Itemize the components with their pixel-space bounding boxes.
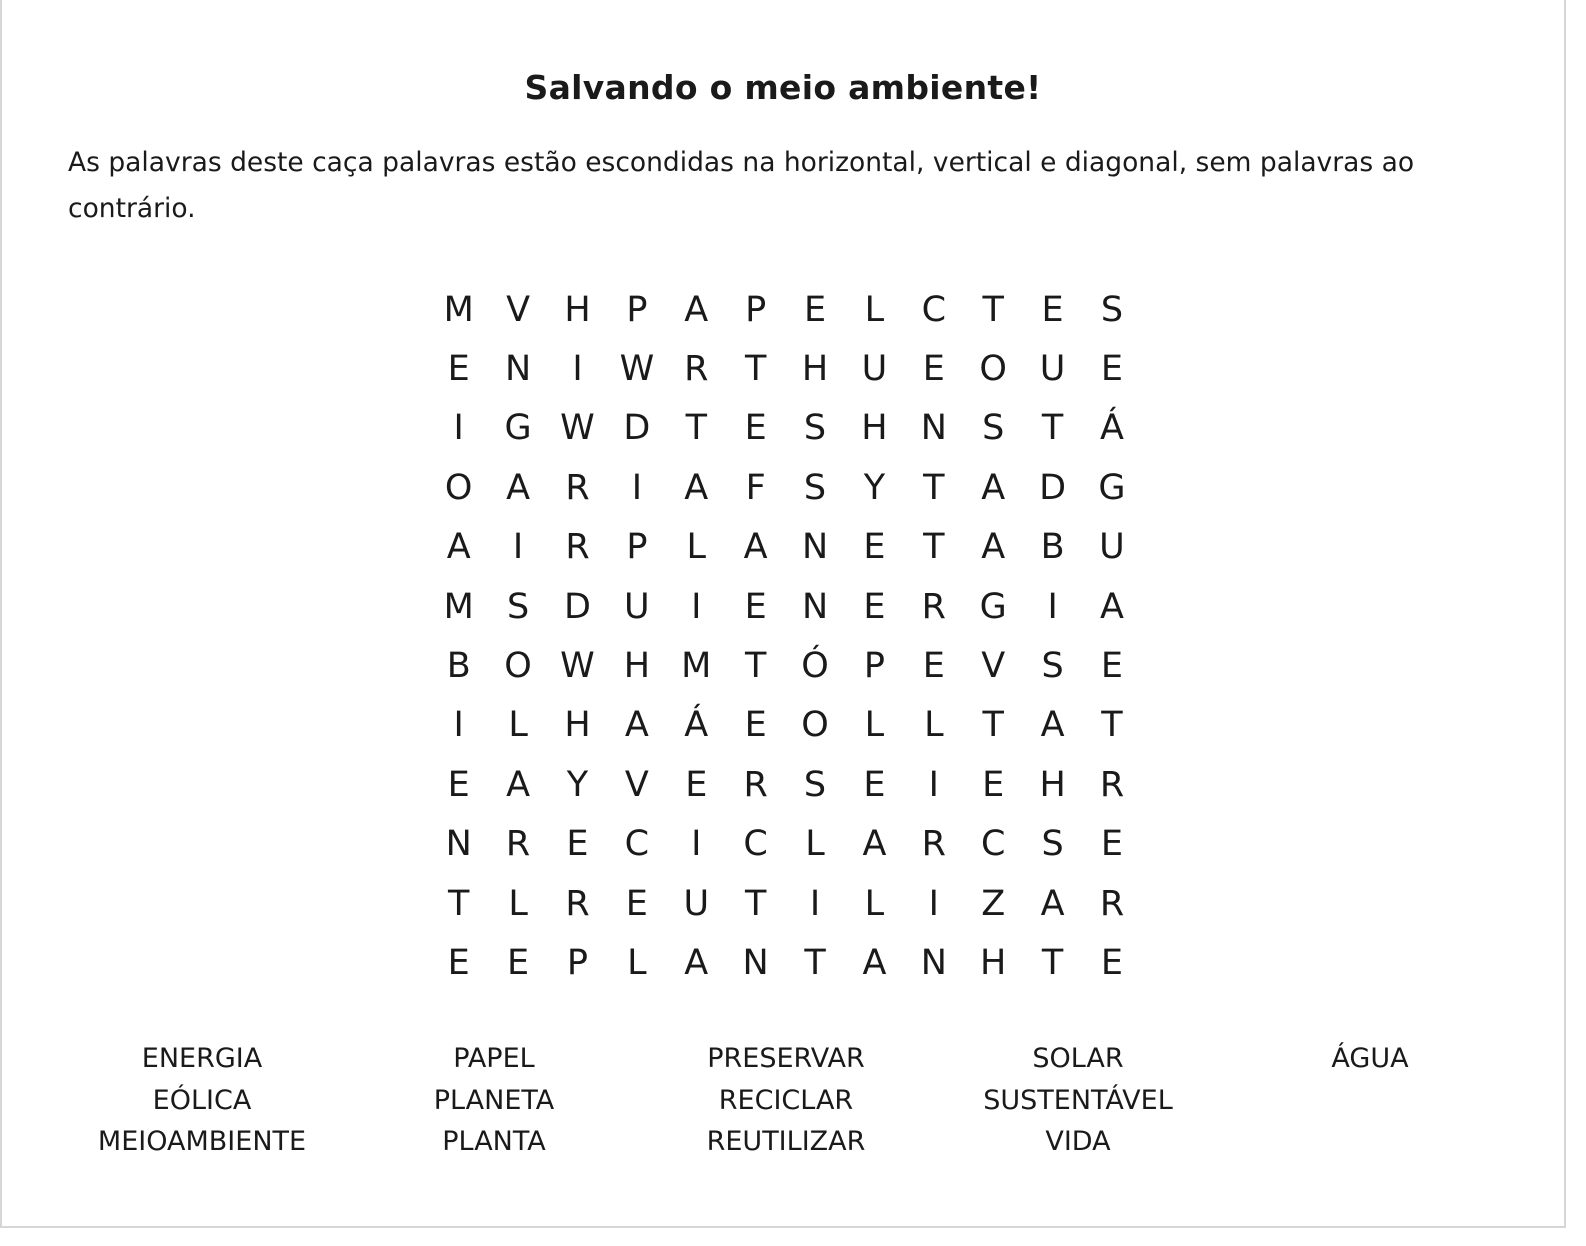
word-list-item: SOLAR <box>1032 1043 1124 1074</box>
grid-cell[interactable]: L <box>864 289 885 330</box>
word-list-item: SUSTENTÁVEL <box>983 1084 1173 1116</box>
word-list-column <box>640 1038 932 1163</box>
grid-cell[interactable]: T <box>744 646 767 687</box>
grid-cell[interactable]: D <box>623 408 651 449</box>
grid-cell[interactable]: P <box>626 289 648 330</box>
grid-cell[interactable]: M <box>443 289 474 330</box>
grid-cell[interactable]: N <box>920 942 947 983</box>
grid-cell[interactable]: A <box>743 527 768 568</box>
grid-cell[interactable]: N <box>445 824 472 865</box>
grid-cell[interactable]: T <box>1041 408 1064 449</box>
grid-cell[interactable]: I <box>631 467 643 508</box>
grid-cell[interactable]: N <box>742 942 769 983</box>
grid-cell[interactable]: P <box>863 646 885 687</box>
grid-cell[interactable]: E <box>744 408 767 449</box>
grid-cell[interactable]: H <box>564 289 591 330</box>
grid-cell[interactable]: T <box>448 883 470 924</box>
word-list-item: PLANTA <box>442 1126 546 1157</box>
grid-cell[interactable]: V <box>981 646 1006 687</box>
grid-cell[interactable]: B <box>446 646 471 687</box>
grid-cell[interactable]: I <box>928 764 939 805</box>
grid-cell[interactable]: D <box>1039 467 1067 508</box>
grid-cell[interactable]: A <box>1100 586 1124 627</box>
grid-cell[interactable]: O <box>801 705 829 746</box>
grid-cell[interactable]: R <box>743 764 768 805</box>
grid-cell[interactable]: E <box>863 586 886 627</box>
word-list-item: PAPEL <box>453 1043 535 1074</box>
word-list-column <box>348 1038 640 1163</box>
grid-cell[interactable]: Á <box>684 705 709 746</box>
grid-cell[interactable]: A <box>981 527 1006 568</box>
grid-cell[interactable]: R <box>1099 883 1125 924</box>
word-list-item: VIDA <box>1045 1126 1111 1157</box>
word-list-item: ENERGIA <box>141 1043 263 1074</box>
grid-cell[interactable]: E <box>1100 646 1124 687</box>
grid-cell[interactable]: S <box>982 408 1005 449</box>
grid-cell[interactable]: A <box>862 942 887 983</box>
grid-cell[interactable]: W <box>560 646 595 687</box>
grid-cell[interactable]: N <box>801 527 829 568</box>
grid-cell[interactable]: I <box>691 824 702 865</box>
grid-cell[interactable]: P <box>745 289 767 330</box>
grid-cell[interactable]: A <box>684 467 709 508</box>
grid-cell[interactable]: E <box>982 764 1005 805</box>
grid-cell[interactable]: A <box>506 467 531 508</box>
word-list-item: EÓLICA <box>152 1084 252 1116</box>
grid-cell[interactable]: C <box>980 824 1006 865</box>
grid-cell[interactable]: H <box>801 349 829 390</box>
word-list-item: RECICLAR <box>718 1084 854 1116</box>
grid-cell[interactable]: M <box>681 646 712 687</box>
grid-cell[interactable]: I <box>453 705 464 746</box>
grid-cell[interactable]: O <box>444 467 473 508</box>
grid-cell[interactable]: V <box>624 764 649 805</box>
grid-cell[interactable]: W <box>619 349 655 390</box>
word-list-column <box>1224 1038 1516 1163</box>
grid-cell[interactable]: S <box>803 467 827 508</box>
grid-cell[interactable]: E <box>1100 349 1124 390</box>
grid-cell[interactable]: T <box>1101 705 1123 746</box>
grid-cell[interactable]: E <box>1100 824 1124 865</box>
grid-cell[interactable]: R <box>565 527 590 568</box>
grid-cell[interactable]: U <box>1039 349 1066 390</box>
grid-cell[interactable]: R <box>921 586 946 627</box>
grid-cell[interactable]: A <box>1040 705 1065 746</box>
word-search-grid <box>429 280 1142 993</box>
word-list-item: MEIOAMBIENTE <box>97 1126 307 1157</box>
grid-cell[interactable]: R <box>1099 764 1125 805</box>
grid-cell[interactable]: E <box>685 764 708 805</box>
grid-cell[interactable]: B <box>1040 527 1065 568</box>
grid-cell[interactable]: O <box>504 646 532 687</box>
grid-cell[interactable]: A <box>684 289 709 330</box>
grid-cell[interactable]: R <box>565 883 590 924</box>
grid-cell[interactable]: L <box>864 705 885 746</box>
grid-cell[interactable]: V <box>506 289 531 330</box>
grid-cell[interactable]: E <box>922 349 945 390</box>
grid-cell[interactable]: E <box>1100 942 1124 983</box>
grid-cell[interactable]: L <box>805 824 825 865</box>
grid-cell[interactable]: U <box>683 883 710 924</box>
grid-cell[interactable]: E <box>447 942 470 983</box>
grid-cell[interactable]: T <box>685 408 707 449</box>
grid-cell[interactable]: H <box>1039 764 1066 805</box>
grid-cell[interactable]: E <box>566 824 589 865</box>
grid-cell[interactable]: I <box>1047 586 1058 627</box>
grid-cell[interactable]: R <box>505 824 531 865</box>
word-list-column <box>932 1038 1224 1163</box>
instructions-text: As palavras deste caça palavras estão escondidas na horizontal, vertical e diagonal, sem palavras ao contrário. <box>68 147 1415 224</box>
grid-cell[interactable]: N <box>801 586 829 627</box>
grid-cell[interactable]: A <box>624 705 649 746</box>
grid-cell[interactable]: U <box>861 349 888 390</box>
grid-cell[interactable]: S <box>803 408 827 449</box>
grid-cell[interactable]: G <box>1098 467 1126 508</box>
grid-cell[interactable]: I <box>809 883 821 924</box>
grid-cell[interactable]: U <box>624 586 650 627</box>
grid-cell[interactable]: G <box>504 408 532 449</box>
word-list <box>56 1038 1516 1163</box>
grid-cell[interactable]: T <box>1041 942 1064 983</box>
word-list-item: PRESERVAR <box>707 1043 865 1074</box>
grid-cell[interactable]: M <box>443 586 474 627</box>
grid-cell[interactable]: E <box>803 289 827 330</box>
grid-cell[interactable]: S <box>1100 289 1124 330</box>
grid-cell[interactable]: S <box>1041 824 1064 865</box>
grid-cell[interactable]: A <box>1040 883 1065 924</box>
grid-cell[interactable]: Á <box>1100 408 1124 449</box>
grid-cell[interactable]: L <box>864 883 885 924</box>
word-list-item: ÁGUA <box>1331 1043 1409 1074</box>
grid-cell[interactable]: O <box>979 349 1007 390</box>
grid-cell[interactable]: Ó <box>801 646 829 687</box>
grid-cell[interactable]: H <box>980 942 1007 983</box>
grid-cell[interactable]: L <box>508 883 528 924</box>
word-list-column <box>56 1038 348 1163</box>
grid-cell[interactable]: I <box>928 883 939 924</box>
grid-cell[interactable]: E <box>863 527 886 568</box>
grid-cell[interactable]: E <box>447 349 470 390</box>
grid-cell[interactable]: T <box>923 467 945 508</box>
grid-cell[interactable]: I <box>453 408 464 449</box>
grid-cell[interactable]: D <box>564 586 591 627</box>
grid-cell[interactable]: C <box>624 824 650 865</box>
grid-cell[interactable]: T <box>982 289 1004 330</box>
grid-cell[interactable]: E <box>744 586 767 627</box>
grid-cell[interactable]: H <box>861 408 888 449</box>
grid-cell[interactable]: N <box>920 408 947 449</box>
grid-cell[interactable]: C <box>921 289 947 330</box>
grid-cell[interactable]: S <box>506 586 530 627</box>
grid-cell[interactable]: R <box>684 349 709 390</box>
grid-cell[interactable]: E <box>625 883 648 924</box>
grid-cell[interactable]: E <box>447 764 470 805</box>
grid-cell[interactable]: P <box>566 942 589 983</box>
grid-cell[interactable]: A <box>446 527 471 568</box>
grid-cell[interactable]: E <box>744 705 767 746</box>
grid-cell[interactable]: N <box>504 349 532 390</box>
grid-cell[interactable]: L <box>508 705 528 746</box>
grid-cell[interactable]: A <box>862 824 887 865</box>
grid-cell[interactable]: F <box>745 467 766 508</box>
grid-cell[interactable]: G <box>979 586 1007 627</box>
grid-cell[interactable]: T <box>982 705 1004 746</box>
grid-cell[interactable]: R <box>921 824 946 865</box>
word-list-item: REUTILIZAR <box>706 1126 866 1157</box>
grid-cell[interactable]: E <box>863 764 886 805</box>
grid-cell[interactable]: A <box>506 764 531 805</box>
grid-cell[interactable]: E <box>507 942 530 983</box>
grid-cell[interactable]: E <box>922 646 945 687</box>
grid-cell[interactable]: U <box>1099 527 1125 568</box>
grid-cell[interactable]: L <box>924 705 944 746</box>
grid-cell[interactable]: I <box>691 586 702 627</box>
grid-cell[interactable]: S <box>1041 646 1064 687</box>
grid-cell[interactable]: L <box>627 942 647 983</box>
grid-cell[interactable]: H <box>623 646 651 687</box>
grid-cell[interactable]: T <box>804 942 826 983</box>
grid-cell[interactable]: T <box>744 883 767 924</box>
grid-cell[interactable]: A <box>981 467 1006 508</box>
grid-cell[interactable]: T <box>923 527 945 568</box>
grid-cell[interactable]: I <box>572 349 583 390</box>
word-list-item: PLANETA <box>433 1084 555 1116</box>
page-title: Salvando o meio ambiente! <box>524 68 1042 107</box>
grid-cell[interactable]: S <box>803 764 827 805</box>
grid-cell[interactable]: L <box>686 527 706 568</box>
grid-cell[interactable]: Y <box>863 467 886 508</box>
grid-cell[interactable]: I <box>512 527 524 568</box>
grid-cell[interactable]: W <box>560 408 595 449</box>
grid-cell[interactable]: E <box>1041 289 1064 330</box>
grid-cell[interactable]: Z <box>981 883 1006 924</box>
grid-cell[interactable]: C <box>743 824 768 865</box>
grid-cell[interactable]: R <box>565 467 590 508</box>
grid-cell[interactable]: Y <box>566 764 589 805</box>
grid-cell[interactable]: T <box>744 349 767 390</box>
grid-cell[interactable]: H <box>564 705 591 746</box>
grid-cell[interactable]: P <box>626 527 648 568</box>
grid-cell[interactable]: A <box>684 942 709 983</box>
